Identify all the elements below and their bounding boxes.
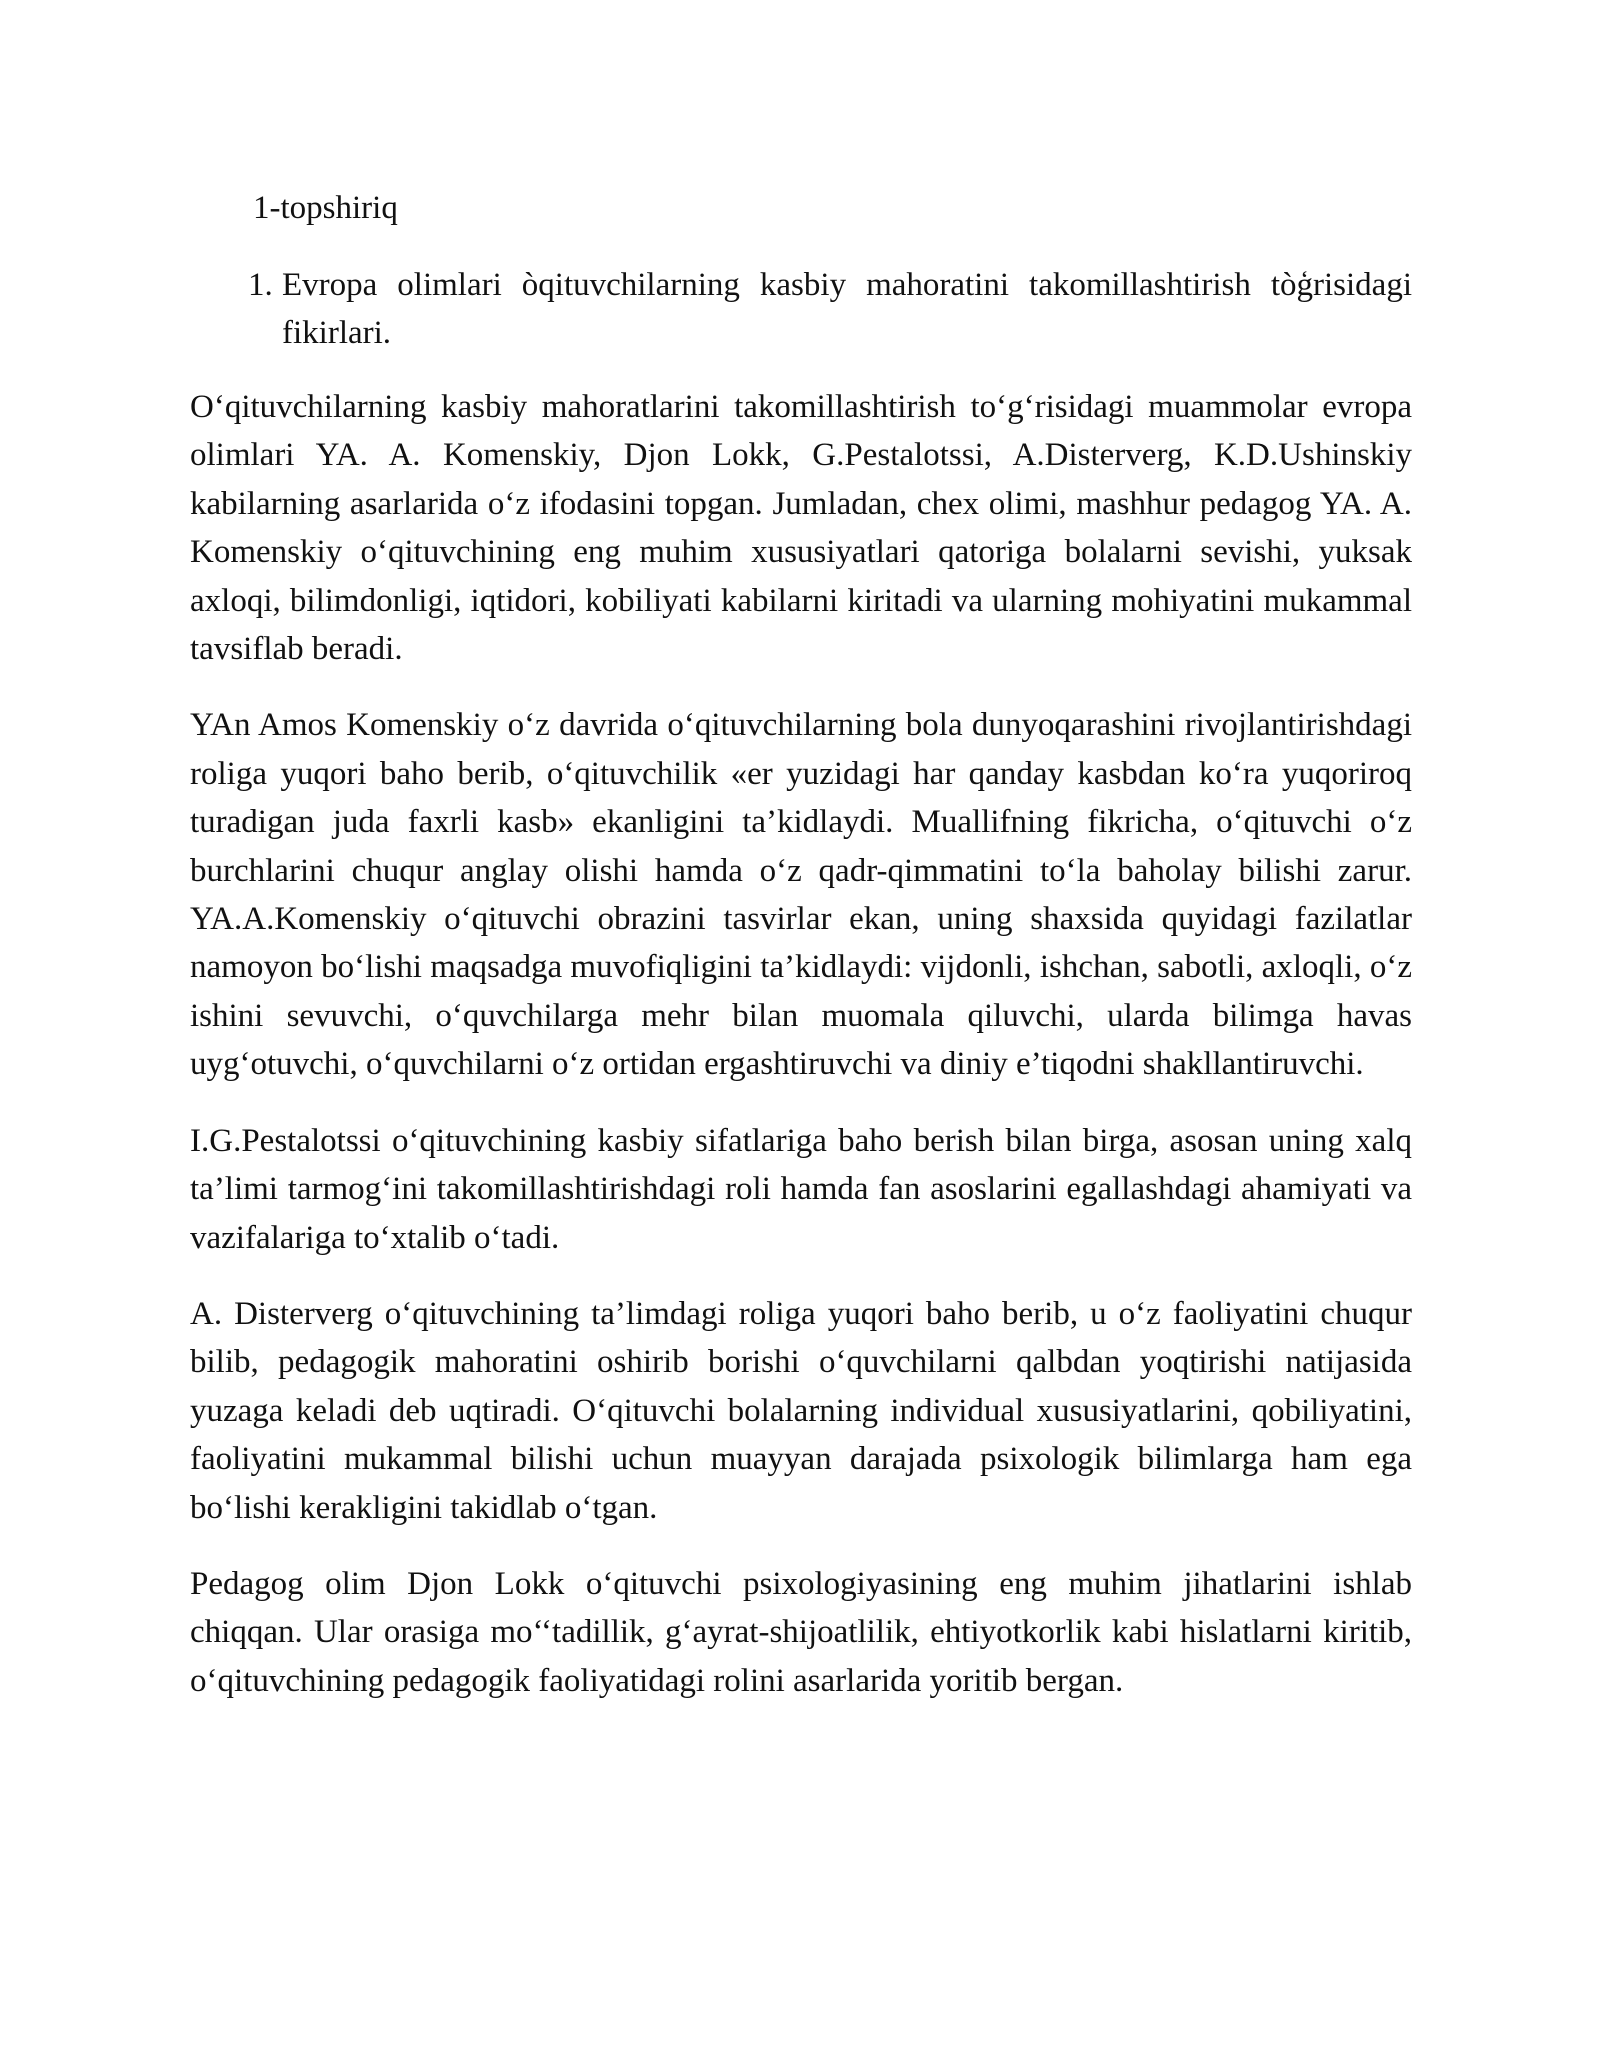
document-body: [190, 383, 1412, 1733]
paragraph-disterverg: A. Disterverg o‘qituvchining ta’limdagi roliga yuqori baho berib, u o‘z faoliyatini chuqur bilib, pedagogik mahoratini oshirib borishi o‘quvchilarni qalbdan yoqtirishi natijasida yuzaga keladi deb uqtiradi. O‘qituvchi bolalarning individual xususiyatlarini, qobiliyatini, faoliyatini mukammal bilishi uchun muayyan darajada psixologik bilimlarga ham ega bo‘lishi kerakligini takidlab o‘tgan.: [190, 1295, 1412, 1526]
task-title: 1-topshiriq: [253, 190, 398, 226]
paragraph-lokk: Pedagog olim Djon Lokk o‘qituvchi psixologiyasining eng muhim jihatlarini ishlab chiqqan. Ular orasiga mo‘‘tadillik, g‘ayrat-shijoatlilik, ehtiyotkorlik kabi hislatlarni kiritib, o‘qituvchining pedagogik faoliyatidagi rolini asarlarida yoritib bergan.: [190, 1565, 1412, 1699]
paragraph-komenskiy-intro: O‘qituvchilarning kasbiy mahoratlarini takomillashtirish to‘g‘risidagi muammolar evropa olimlari YA. A. Komenskiy, Djon Lokk, G.Pestalotssi, A.Disterverg, K.D.Ushinskiy kabilarning asarlarida o‘z ifodasini topgan. Jumladan, chex olimi, mashhur pedagog YA. A. Komenskiy o‘qituvchining eng muhim xususiyatlari qatoriga bolalarni sevishi, yuksak axloqi, bilimdonligi, iqtidori, kobiliyati kabilarni kiritadi va ularning mohiyatini mukammal tavsiflab beradi.: [190, 389, 1412, 668]
list-item-text: Evropa olimlari òqituvchilarning kasbiy mahoratini takomillashtirish tòģrisidagi fikirlari.: [282, 267, 1412, 352]
list-item-number: 1.: [248, 267, 273, 303]
numbered-list: [248, 261, 1412, 358]
paragraph-komenskiy-teacher: YAn Amos Komenskiy o‘z davrida o‘qituvchilarning bola dunyoqarashini rivojlantirishdagi roliga yuqori baho berib, o‘qituvchilik «er yuzidagi har qanday kasbdan ko‘ra yuqoriroq turadigan juda faxrli kasb» ekanligini ta’kidlaydi. Muallifning fikricha, o‘qituvchi o‘z burchlarini chuqur anglay olishi hamda o‘z qadr-qimmatini to‘la baholay bilishi zarur. YA.A.Komenskiy o‘qituvchi obrazini tasvirlar ekan, uning shaxsida quyidagi fazilatlar namoyon bo‘lishi maqsadga muvofiqligini ta’kidlaydi: vijdonli, ishchan, sabotli, axloqli, o‘z ishini sevuvchi, o‘quvchilarga mehr bilan muomala qiluvchi, ularda bilimga havas uyg‘otuvchi, o‘quvchilarni o‘z ortidan ergashtiruvchi va diniy e’tiqodni shakllantiruvchi.: [190, 707, 1412, 1083]
paragraph-pestalotssi: I.G.Pestalotssi o‘qituvchining kasbiy sifatlariga baho berish bilan birga, asosan uning xalq ta’limi tarmog‘ini takomillashtirishdagi roli hamda fan asoslarini egallashdagi ahamiyati va vazifalariga to‘xtalib o‘tadi.: [190, 1122, 1412, 1256]
list-item: [248, 261, 1412, 358]
